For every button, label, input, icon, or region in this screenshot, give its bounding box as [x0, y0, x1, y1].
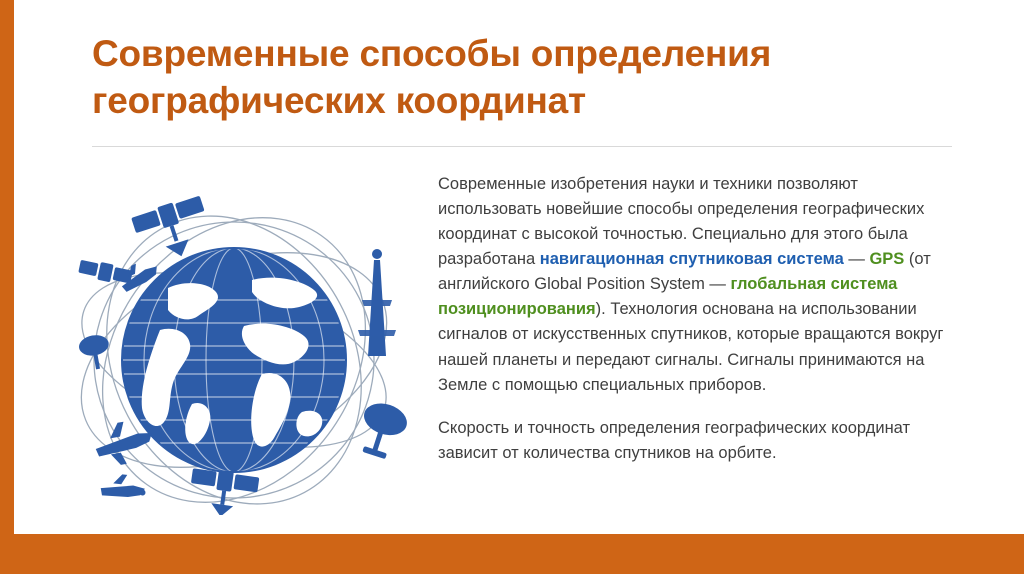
- page-title: [92, 30, 952, 125]
- highlight-global-positioning: глобальная система позиционирования: [438, 275, 898, 319]
- body-text: [438, 172, 956, 466]
- paragraph-1-part-2: —: [843, 250, 870, 269]
- paragraph-2: Скорость и точность определения географических координат зависит от количества спутников на орбите.: [438, 418, 911, 462]
- highlight-gps: GPS: [869, 250, 905, 269]
- bottom-accent-bar: [0, 534, 1024, 574]
- paragraph-1-part-4: ). Технология основана на использовании сигналов от искусственных спутников, которые вращаются вокруг нашей планеты и передают сигналы. Сигналы принимаются на Земле с помощью специальных приборов.: [438, 300, 944, 394]
- paragraph-1-part-3: (от английского Global Position System —: [438, 250, 931, 294]
- left-accent-bar: [0, 0, 14, 534]
- globe-with-satellites-icon: [56, 160, 416, 515]
- paragraph-1: [438, 172, 956, 398]
- page-title-text: Современные способы определения географических координат: [92, 33, 772, 122]
- highlight-navigation-system: навигационная спутниковая система: [539, 250, 844, 269]
- title-divider: [92, 146, 952, 147]
- paragraph-1-part-1: Современные изобретения науки и техники позволяют использовать новейшие способы определения географических координат с высокой точностью. Специально для этого была разработана: [438, 175, 925, 269]
